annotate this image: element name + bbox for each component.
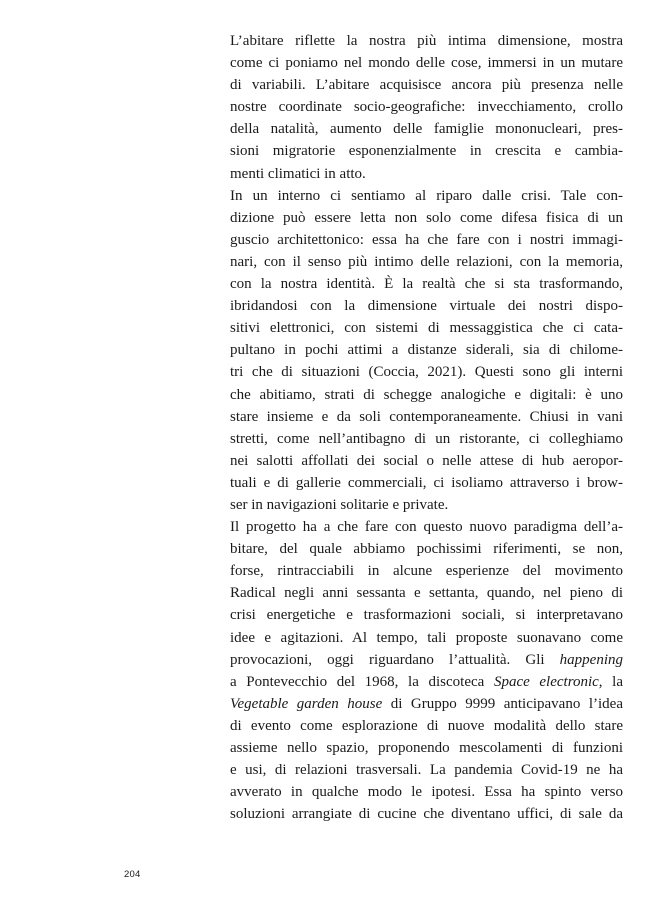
text-line: con la nostra identità. È la realtà che si sta trasformando,	[230, 276, 623, 293]
text-line: crisi energetiche e trasformazioni sociali, si interpretavano	[230, 607, 623, 624]
text-line: forse, rintracciabili in alcune esperienze del movimento	[230, 563, 623, 580]
text-line: stare insieme e da soli contemporaneamente. Chiusi in vani	[230, 408, 623, 425]
text-line: idee e agitazioni. Al tempo, tali proposte suonavano come	[230, 629, 623, 646]
text-line	[230, 693, 623, 715]
text-line: nostre coordinate socio-geografiche: invecchiamento, crollo	[230, 99, 623, 116]
text-line: L’abitare riflette la nostra più intima dimensione, mostra	[230, 33, 623, 49]
text-line: avverato in qualche modo le ipotesi. Essa ha spinto verso	[230, 784, 623, 801]
text-line: pultano in pochi attimi a distanze siderali, sia di chilome-	[230, 342, 623, 359]
text-line: come ci poniamo nel mondo delle cose, immersi in un mutare	[230, 55, 623, 72]
italic-term-happening: happening	[559, 651, 623, 668]
text-line: assieme nello spazio, proponendo mescolamenti di funzioni	[230, 740, 623, 756]
text-line: della natalità, aumento delle famiglie mononucleari, pres-	[230, 121, 623, 138]
body-text	[230, 30, 623, 825]
text-line: di variabili. L’abitare acquisisce ancora più presenza nelle	[230, 77, 623, 94]
text-line: e usi, di relazioni trasversali. La pandemia Covid-19 ne ha	[230, 762, 623, 779]
text-line: dizione può essere letta non solo come difesa fisica di un	[230, 209, 623, 226]
text-line: tri che di situazioni (Coccia, 2021). Questi sono gli interni	[230, 364, 623, 381]
text-line: che abitiamo, strati di schegge analogiche e digitali: è uno	[230, 386, 623, 403]
text-line: guscio architettonico: essa ha che fare con i nostri immagi-	[230, 231, 623, 248]
page-number: 204	[124, 869, 141, 880]
text-run: a Pontevecchio del 1968, la discoteca	[230, 673, 494, 690]
text-line	[230, 649, 623, 671]
text-line: nei salotti affollati dei social o nelle attese di hub aeropor-	[230, 452, 623, 469]
text-run: di Gruppo 9999 anticipavano l’idea	[382, 695, 623, 712]
text-run: provocazioni, oggi riguardano l’attualità. Gli	[230, 651, 560, 668]
italic-title-space-electronic: Space electronic	[493, 673, 599, 690]
text-line: tuali e di gallerie commerciali, ci isoliamo attraverso i brow-	[230, 474, 623, 491]
paragraph	[230, 30, 623, 185]
text-line: Il progetto ha a che fare con questo nuovo paradigma dell’a-	[230, 519, 623, 536]
text-line: nari, con il senso più intimo delle relazioni, con la memoria,	[230, 253, 623, 270]
text-line: sitivi elettronici, con sistemi di messaggistica che ci cata-	[230, 320, 623, 337]
text-line	[230, 671, 623, 693]
paragraph	[230, 516, 623, 825]
text-line: ser in navigazioni solitarie e private.	[230, 496, 449, 513]
text-line: sioni migratorie esponenzialmente in crescita e cambia-	[230, 143, 623, 160]
italic-title-vegetable-garden-house: Vegetable garden house	[230, 695, 383, 712]
text-line: bitare, del quale abbiamo pochissimi riferimenti, se non,	[230, 541, 623, 558]
text-line: soluzioni arrangiate di cucine che diventano uffici, di sale da	[230, 806, 623, 823]
text-run: , la	[598, 673, 623, 690]
text-line: stretti, come nell’antibagno di un ristorante, ci colleghiamo	[230, 430, 623, 447]
text-line: menti climatici in atto.	[230, 165, 366, 182]
text-line: Radical negli anni sessanta e settanta, quando, nel pieno di	[230, 585, 623, 602]
text-line: di evento come esplorazione di nuove modalità dello stare	[230, 717, 623, 734]
paragraph	[230, 185, 623, 516]
text-line: In un interno ci sentiamo al riparo dalle crisi. Tale con-	[230, 187, 623, 204]
text-line: ibridandosi con la dimensione virtuale dei nostri dispo-	[230, 298, 623, 315]
